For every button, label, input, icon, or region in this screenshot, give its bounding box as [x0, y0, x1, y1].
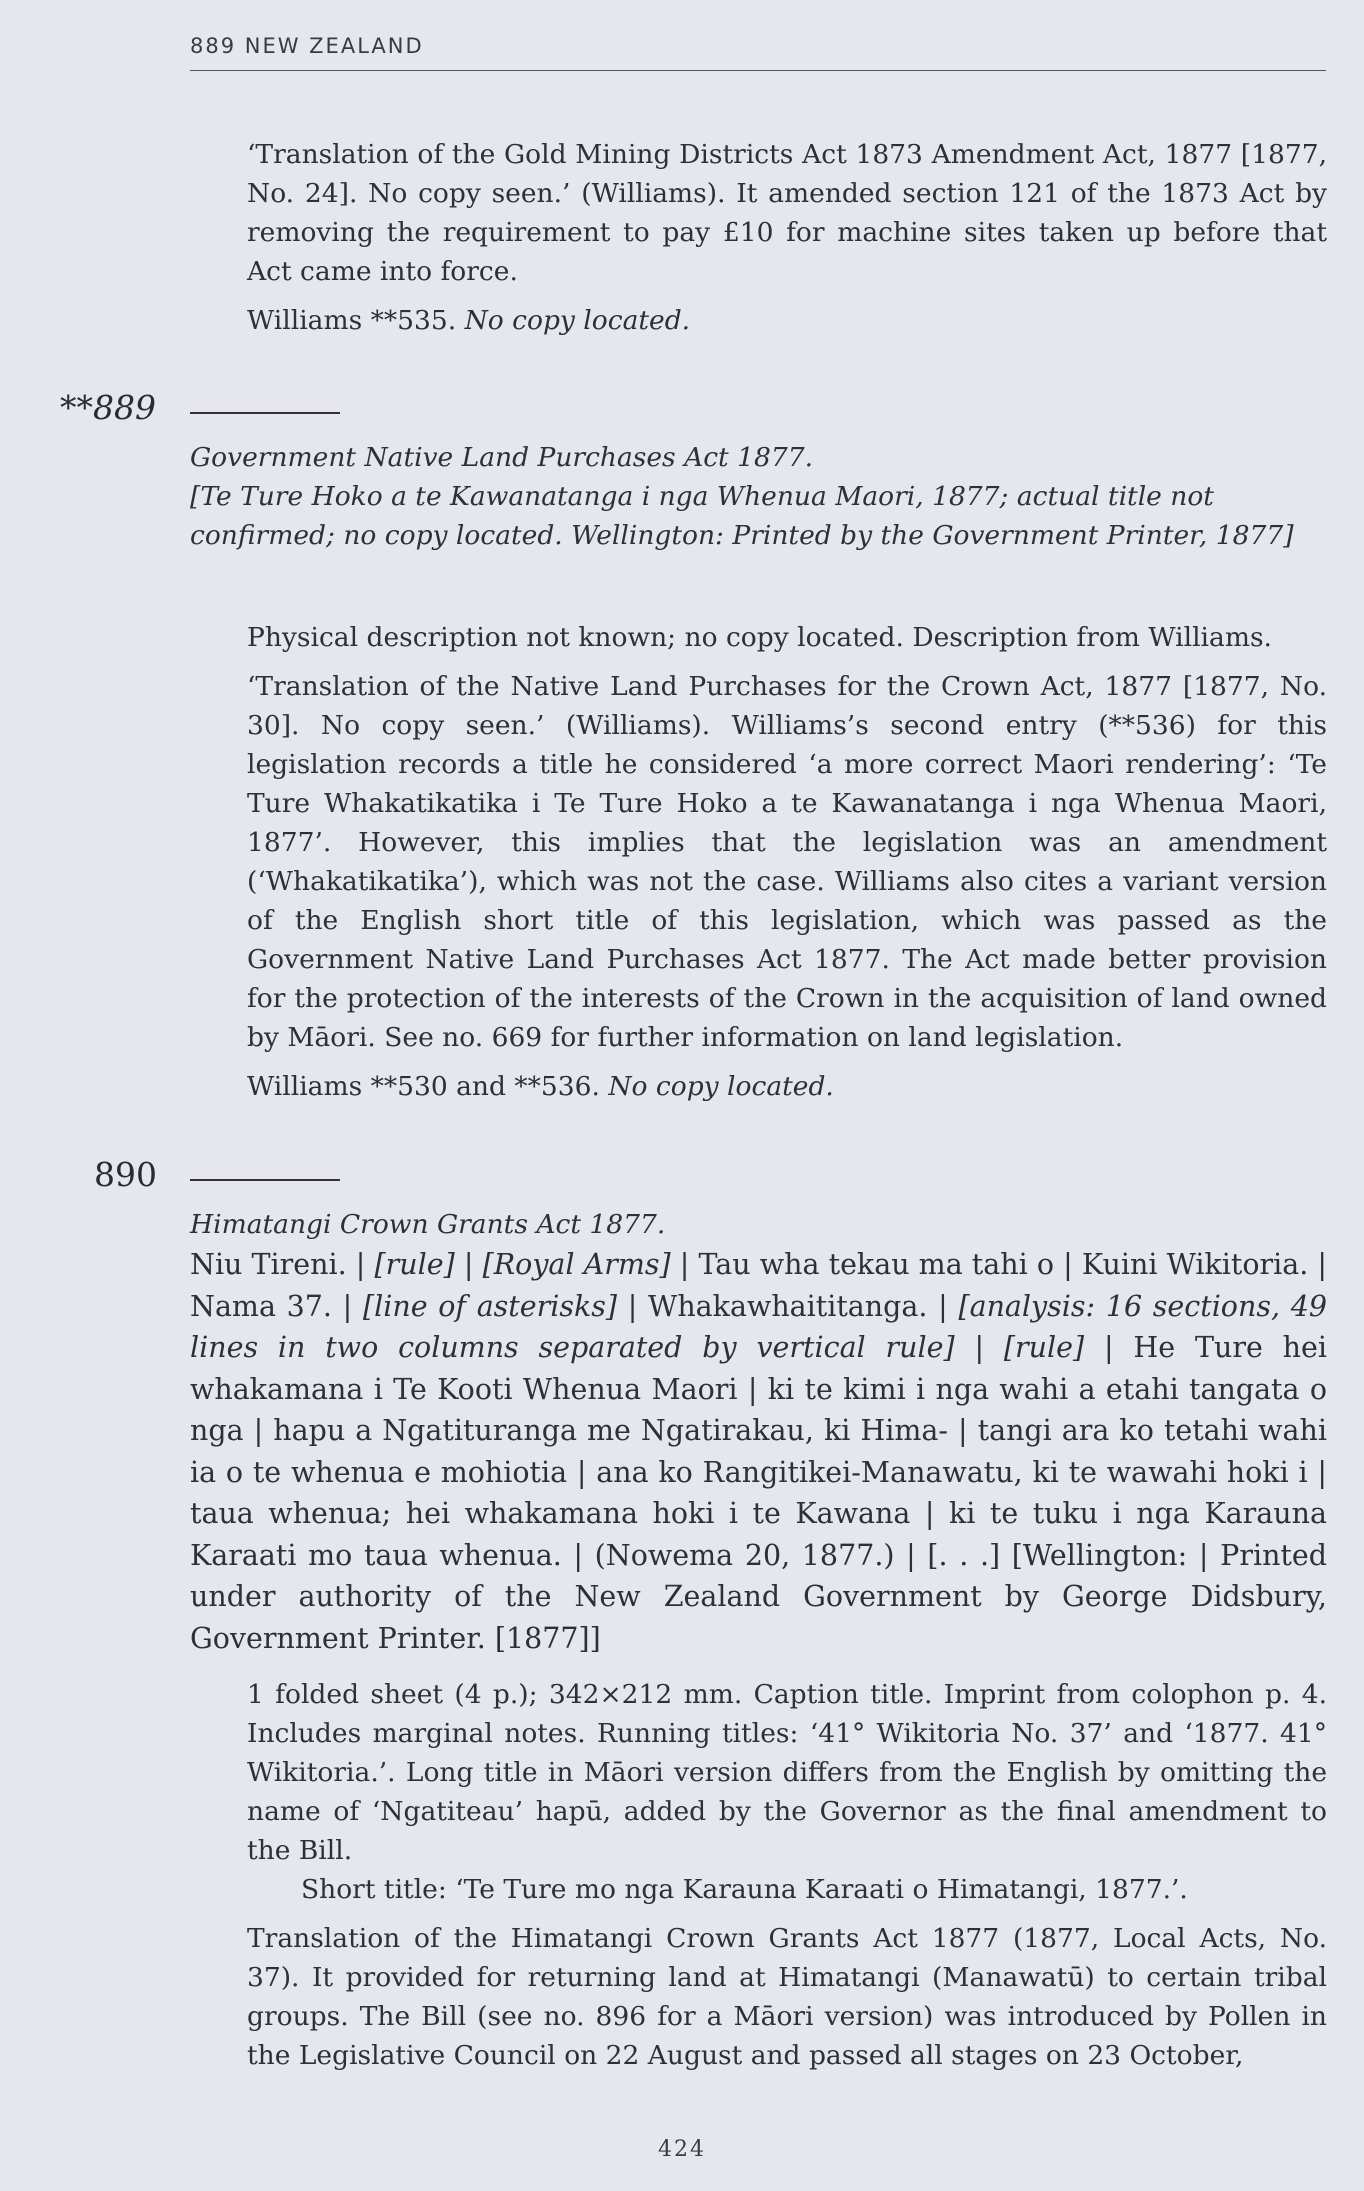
carryover-paragraph: ‘Translation of the Gold Mining Districts Act 1873 Amendment Act, 1877 [1877, No. 24]. No copy seen.’ (Williams). It amended section 121 of the 1873 Act by removing the requirement to pay £10 for machine sites taken up before that Act came into force. [247, 139, 1327, 287]
entry-890-body [247, 1675, 1327, 2085]
entry-890-note: Translation of the Himatangi Crown Grants Act 1877 (1877, Local Acts, No. 37). It provided for returning land at Himatangi (Manawatū) to certain tribal groups. The Bill (see no. 896 for a Māori version) was introduced by Pollen in the Legislative Council on 22 August and passed all stages on 23 October, [247, 1923, 1327, 2071]
entry-889-title [190, 438, 1327, 555]
entry-890-physical: 1 folded sheet (4 p.); 342×212 mm. Caption title. Imprint from colophon p. 4. Includes marginal notes. Running titles: ‘41° Wikitoria No. 37’ and ‘1877. 41° Wikitoria.’. Long title in Māori version differs from the English by omitting the name of ‘Ngatiteau’ hapū, added by the Governor as the final amendment to the Bill. [247, 1679, 1327, 1866]
reference-status: No copy located. [464, 305, 691, 336]
entry-dash-890 [190, 1179, 340, 1181]
reference-text: Williams **530 and **536. [247, 1071, 600, 1102]
entry-890-transcription: Niu Tireni. | [rule] | [Royal Arms] | Tau wha tekau ma tahi o | Kuini Wikitoria. | Nama 37. | [line of asterisks] | Whakawhaititanga. | [analysis: 16 sections, 49 lines in two columns separated by vertical rule] | [rule] | He Ture hei whakamana i Te Kooti Whenua Maori | ki te kimi i nga wahi a etahi tangata o nga | hapu a Ngatituranga me Ngatirakau, ki Hima- | tangi ara ko tetahi wahi ia o te whenua e mohiotia | ana ko Rangitikei-Manawatu, ki te wawahi hoki i | taua whenua; hei whakamana hoki i te Kawana | ki te tuku i nga Karauna Karaati mo taua whenua. | (Nowema 20, 1877.) | [. . .] [Wellington: | Printed under authority of the New Zealand Government by George Didsbury, Government Printer. [1877]] [190, 1248, 1327, 1655]
entry-889-note: ‘Translation of the Native Land Purchases for the Crown Act, 1877 [1877, No. 30]. No copy seen.’ (Williams). Williams’s second entry (**536) for this legislation records a title he considered ‘a more correct Maori rendering’: ‘Te Ture Whakatikatika i Te Ture Hoko a te Kawanatanga i nga Whenua Maori, 1877’. However, this implies that the legislation was an amendment (‘Whakatikatika’), which was not the case. Williams also cites a variant version of the English short title of this legislation, which was passed as the Government Native Land Purchases Act 1877. The Act made better provision for the protection of the interests of the Crown in the acquisition of land owned by Māori. See no. 669 for further information on land legislation. [247, 671, 1327, 1053]
entry-889-body [247, 618, 1327, 1116]
entry-890-title-block [190, 1205, 1327, 1659]
entry-890-title: Himatangi Crown Grants Act 1877. [190, 1209, 666, 1240]
carryover-reference [247, 301, 1327, 340]
entry-889-maori-title: [Te Ture Hoko a te Kawanatanga i nga Whenua Maori, 1877; actual title not confirmed; no copy located. Wellington: Printed by the Government Printer, 1877] [190, 481, 1294, 551]
carryover-section [247, 135, 1327, 350]
running-header: 889 NEW ZEALAND [190, 34, 424, 58]
entry-889-reference [247, 1067, 1327, 1106]
header-rule [190, 70, 1326, 71]
entry-889-english-title: Government Native Land Purchases Act 1877. [190, 442, 813, 473]
entry-889-physical: Physical description not known; no copy located. Description from Williams. [247, 622, 1272, 653]
entry-dash-889 [190, 412, 340, 414]
entry-number-890: 890 [94, 1155, 157, 1194]
entry-number-889: **889 [60, 388, 156, 427]
reference-text: Williams **535. [247, 305, 457, 336]
page-number: 424 [658, 2137, 706, 2162]
reference-status: No copy located. [608, 1071, 834, 1102]
entry-890-short-title: Short title: ‘Te Ture mo nga Karauna Karaati o Himatangi, 1877.’. [301, 1874, 1188, 1905]
